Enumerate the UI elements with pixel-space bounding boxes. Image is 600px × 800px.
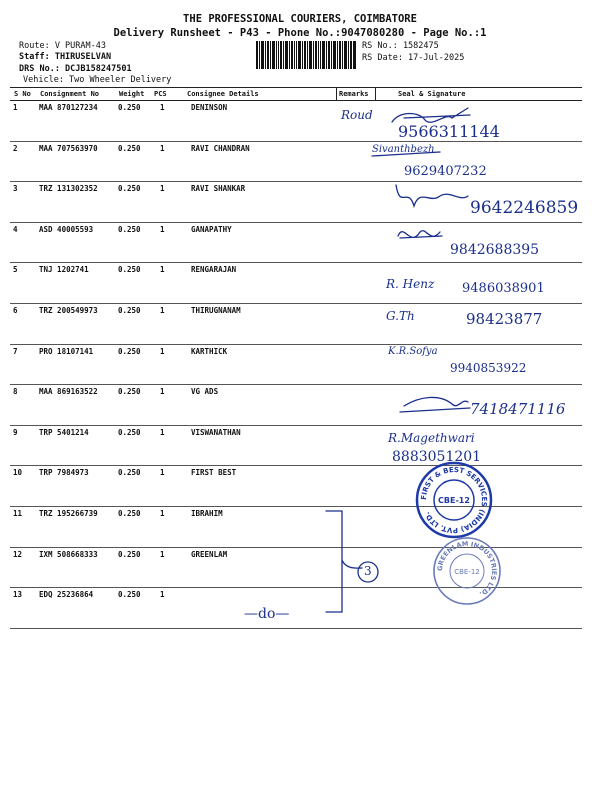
handwritten-phone: 8883051201 (392, 449, 482, 465)
cell-consignment-no: TNJ 1202741 (39, 265, 89, 275)
cell-consignee: RENGARAJAN (191, 265, 237, 275)
cell-sno: 10 (13, 468, 23, 478)
company-title: THE PROFESSIONAL COURIERS, COIMBATORE (183, 13, 417, 25)
svg-text:CBE-12: CBE-12 (438, 496, 470, 505)
cell-weight: 0.250 (118, 509, 141, 518)
handwritten-signature: G.Th (386, 309, 415, 323)
cell-weight: 0.250 (118, 590, 141, 600)
cell-consignment-no: ASD 40005593 (39, 224, 94, 234)
cell-consignment-no: PRO 18107141 (39, 346, 94, 356)
cell-weight: 0.250 (118, 224, 141, 234)
cell-consignee: IBRAHIM (191, 509, 223, 518)
cell-pcs: 1 (160, 143, 165, 153)
cell-pcs: 1 (160, 387, 165, 397)
cell-consignment-no: IXM 508668333 (39, 549, 98, 559)
route-label: Route: V PURAM-43 (19, 41, 106, 51)
cell-weight: 0.250 (118, 346, 141, 356)
cell-consignee: VISWANATHAN (191, 427, 241, 437)
cell-sno: 1 (13, 103, 18, 112)
col-header-consignment: Consignment No (40, 90, 100, 98)
cell-pcs: 1 (160, 468, 165, 478)
cell-pcs: 1 (160, 590, 165, 600)
handwritten-phone: 9842688395 (450, 242, 540, 258)
col-header-remarks: Remarks (339, 90, 369, 98)
vehicle-label: Vehicle: Two Wheeler Delivery (23, 75, 172, 85)
handwritten-phone: 9642246859 (470, 198, 579, 218)
svg-text:GREENLAM INDUSTRIES LTD.: GREENLAM INDUSTRIES LTD. (435, 539, 499, 599)
cell-consignee: RAVI CHANDRAN (191, 143, 250, 153)
cell-consignment-no: EDQ 25236864 (39, 590, 94, 600)
handwritten-phone: 98423877 (466, 310, 543, 328)
cell-sno: 8 (13, 387, 18, 397)
cell-sno: 5 (13, 265, 18, 275)
cell-sno: 13 (13, 590, 23, 600)
handwritten-phone: 9486038901 (462, 281, 545, 296)
cell-consignment-no: TRZ 195266739 (39, 509, 98, 518)
cell-pcs: 1 (160, 103, 165, 112)
handwritten-signature: R. Henz (386, 277, 435, 291)
col-header-pcs: PCS (154, 90, 167, 98)
svg-text:FIRST & BEST SERVICES (INDIA): FIRST & BEST SERVICES (INDIA) PVT. LTD. (419, 465, 489, 535)
handwritten-signature: R.Magethwari (388, 431, 475, 445)
greenlam-seal-stamp (432, 536, 502, 606)
cell-sno: 12 (13, 549, 23, 559)
cell-weight: 0.250 (118, 103, 141, 112)
remark-text: Roud (341, 108, 373, 122)
cell-weight: 0.250 (118, 184, 141, 194)
cell-consignee: GANAPATHY (191, 224, 232, 234)
cell-consignment-no: MAA 707563970 (39, 143, 98, 153)
cell-pcs: 1 (160, 224, 165, 234)
cell-pcs: 1 (160, 265, 165, 275)
cell-pcs: 1 (160, 549, 165, 559)
cell-sno: 4 (13, 224, 18, 234)
cell-pcs: 1 (160, 427, 165, 437)
handwritten-phone: 7418471116 (470, 400, 566, 418)
col-header-consignee: Consignee Details (187, 90, 259, 98)
staff-label: Staff: THIRUSELVAN (19, 52, 112, 62)
col-header-weight: Weight (119, 90, 145, 98)
cell-consignment-no: TRZ 131302352 (39, 184, 98, 194)
cell-pcs: 1 (160, 346, 165, 356)
cell-sno: 2 (13, 143, 18, 153)
cell-consignment-no: MAA 869163522 (39, 387, 98, 397)
cell-consignment-no: TRP 5401214 (39, 427, 89, 437)
handwritten-phone: 9940853922 (450, 361, 527, 375)
handwritten-phone: 9629407232 (404, 164, 487, 179)
cell-consignment-no: TRZ 200549973 (39, 306, 98, 315)
cell-consignee: VG ADS (191, 387, 219, 397)
cell-weight: 0.250 (118, 265, 141, 275)
cell-consignee: FIRST BEST (191, 468, 237, 478)
cell-weight: 0.250 (118, 143, 141, 153)
cell-consignee: THIRUGNANAM (191, 306, 241, 315)
ditto-mark: —do— (244, 606, 290, 622)
cell-pcs: 1 (160, 509, 165, 518)
cell-weight: 0.250 (118, 549, 141, 559)
cell-pcs: 1 (160, 306, 165, 315)
cell-consignee: RAVI SHANKAR (191, 184, 246, 194)
company-seal-stamp (414, 460, 494, 540)
drs-label: DRS No.: DCJB158247501 (19, 64, 132, 74)
rs-number: RS No.: 1582475 (362, 41, 439, 51)
handwritten-signature: K.R.Sofya (388, 346, 438, 357)
cell-weight: 0.250 (118, 427, 141, 437)
cell-sno: 7 (13, 346, 18, 356)
cell-weight: 0.250 (118, 468, 141, 478)
cell-sno: 11 (13, 509, 23, 518)
handwritten-signature: Sivanthbezh (372, 144, 435, 155)
cell-consignee: DENINSON (191, 103, 228, 112)
cell-consignment-no: TRP 7984973 (39, 468, 89, 478)
cell-consignment-no: MAA 870127234 (39, 103, 98, 112)
cell-sno: 3 (13, 184, 18, 194)
cell-weight: 0.250 (118, 387, 141, 397)
cell-weight: 0.250 (118, 306, 141, 315)
rs-date: RS Date: 17-Jul-2025 (362, 53, 465, 63)
handwritten-phone: 9566311144 (398, 122, 500, 141)
runsheet-subtitle: Delivery Runsheet - P43 - Phone No.:9047080280 - Page No.:1 (113, 27, 487, 39)
col-header-signature: Seal & Signature (398, 90, 466, 98)
cell-consignee: GREENLAM (191, 549, 228, 559)
col-header-sno: S No (14, 90, 31, 98)
bracket-count: 3 (364, 564, 372, 578)
cell-consignee: KARTHICK (191, 346, 228, 356)
cell-sno: 9 (13, 427, 18, 437)
cell-sno: 6 (13, 306, 18, 315)
cell-pcs: 1 (160, 184, 165, 194)
svg-text:CBE-12: CBE-12 (454, 568, 480, 576)
